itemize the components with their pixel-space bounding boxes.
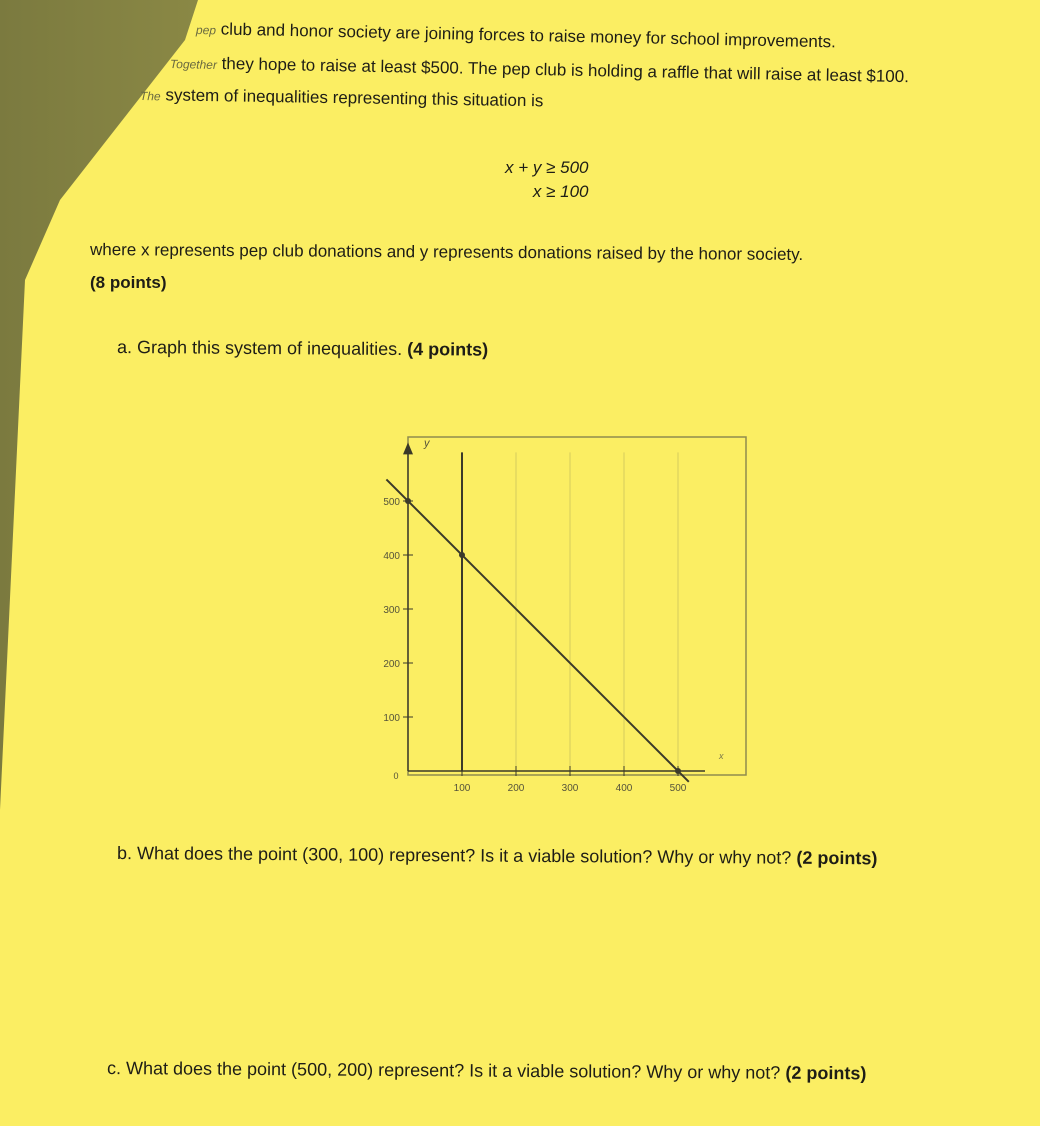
marked-point-1 bbox=[405, 498, 411, 504]
problem-line-3 bbox=[140, 84, 544, 113]
series-line-1 bbox=[386, 479, 688, 781]
x-tick-label-200: 200 bbox=[507, 783, 525, 794]
question-a-points: (4 points) bbox=[407, 339, 489, 360]
graph-border bbox=[408, 437, 746, 775]
question-c bbox=[107, 1058, 867, 1084]
question-a bbox=[117, 337, 488, 361]
variable-definition: where x represents pep club donations and y represents donations raised by the honor society. bbox=[89, 240, 804, 264]
graph-lines bbox=[386, 452, 688, 781]
inequality-system bbox=[505, 156, 589, 204]
line3-prefix: The bbox=[139, 89, 161, 104]
question-b-points: (2 points) bbox=[796, 847, 878, 869]
y-axis-arrow bbox=[403, 442, 413, 454]
origin-label: 0 bbox=[393, 771, 399, 781]
x-tick-label-300: 300 bbox=[561, 783, 579, 794]
problem-line-1 bbox=[196, 18, 836, 54]
inequality-graph bbox=[360, 415, 780, 805]
marked-point-3 bbox=[675, 768, 681, 774]
question-b bbox=[117, 843, 878, 869]
y-tick-label-300: 300 bbox=[383, 605, 400, 616]
graph-gridlines bbox=[462, 452, 678, 771]
x-tick-label-500: 500 bbox=[669, 783, 687, 794]
line3-text: system of inequalities representing this situation is bbox=[165, 85, 544, 111]
inequality-1: x + y ≥ 500 bbox=[505, 158, 589, 177]
line1-text: club and honor society are joining forces to raise money for school improvements. bbox=[220, 19, 836, 52]
y-axis-label: y bbox=[424, 437, 430, 450]
marked-point-2 bbox=[459, 552, 465, 558]
question-b-text: b. What does the point (300, 100) represent? Is it a viable solution? Why or why not? bbox=[116, 843, 792, 868]
problem-line-2 bbox=[170, 52, 909, 89]
y-tick-label-200: 200 bbox=[383, 659, 400, 670]
question-c-text: c. What does the point (500, 200) represent? Is it a viable solution? Why or why not? bbox=[106, 1058, 781, 1083]
points-total: (8 points) bbox=[90, 273, 167, 292]
x-axis-label: x bbox=[719, 751, 724, 761]
y-tick-label-100: 100 bbox=[383, 713, 400, 724]
y-tick-label-400: 400 bbox=[383, 551, 400, 562]
graph-ticks bbox=[403, 501, 678, 776]
question-a-text: a. Graph this system of inequalities. bbox=[116, 337, 403, 359]
line2-prefix: Together bbox=[169, 57, 218, 72]
y-tick-label-500: 500 bbox=[383, 497, 400, 508]
x-tick-label-400: 400 bbox=[615, 783, 633, 794]
inequality-2: x ≥ 100 bbox=[532, 182, 589, 201]
question-c-points: (2 points) bbox=[785, 1062, 867, 1084]
line2-text: they hope to raise at least $500. The pep club is holding a raffle that will raise at least $100. bbox=[221, 53, 910, 87]
page-corner-shadow bbox=[0, 0, 200, 820]
graph-labels bbox=[383, 437, 724, 794]
x-tick-label-100: 100 bbox=[453, 783, 471, 794]
line1-prefix: pep bbox=[195, 23, 217, 38]
graph-axes bbox=[403, 442, 705, 771]
